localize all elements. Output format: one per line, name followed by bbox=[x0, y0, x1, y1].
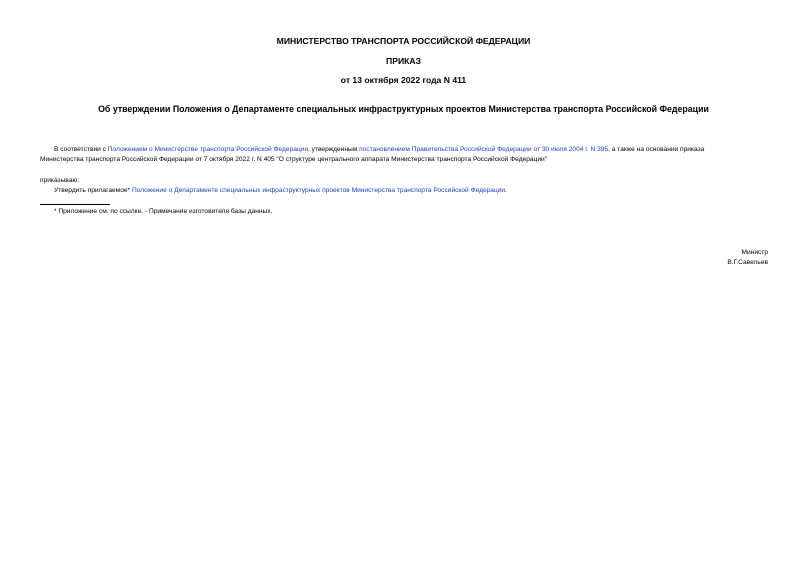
footnote-text: * Приложение см. по ссылке. - Примечание изготовителя базы данных. bbox=[54, 208, 273, 215]
preamble-mid: , утвержденным bbox=[308, 146, 360, 153]
order-title: Об утверждении Положения о Департаменте специальных инфраструктурных проектов Министерства транспорта Российской Федерации bbox=[98, 104, 709, 114]
regulation-link[interactable]: Положением о Министерстве транспорта Российской Федерации bbox=[107, 146, 309, 153]
preamble-line-2: Министерства транспорта Российской Федерации от 7 октября 2022 г. N 405 "О структуре центрального аппарата Министерства транспорта Российской Федерации" bbox=[40, 156, 548, 163]
position-link[interactable]: Положение о Департаменте специальных инфраструктурных проектов Министерства транспорта Российской Федерации bbox=[131, 187, 506, 194]
order-heading: ПРИКАЗ bbox=[386, 56, 421, 66]
signatory-title: Министр bbox=[741, 249, 768, 256]
decree-link[interactable]: постановлением Правительства Российской Федерации от 30 июля 2004 г. N 395 bbox=[359, 146, 609, 153]
order-date-number: от 13 октября 2022 года N 411 bbox=[340, 75, 467, 85]
order-verb: приказываю: bbox=[40, 177, 80, 184]
approve-end: . bbox=[505, 187, 507, 194]
preamble-intro: В соответствии с bbox=[54, 146, 108, 153]
preamble-line-1 bbox=[40, 145, 782, 155]
approve-intro: Утвердить прилагаемое* bbox=[54, 187, 132, 194]
preamble-tail: , а также на основании приказа bbox=[608, 146, 705, 153]
approve-line bbox=[40, 186, 507, 196]
footnote-divider bbox=[40, 204, 110, 205]
ministry-heading: МИНИСТЕРСТВО ТРАНСПОРТА РОССИЙСКОЙ ФЕДЕРАЦИИ bbox=[276, 36, 531, 46]
signatory-name: В.Г.Савельев bbox=[727, 259, 768, 266]
